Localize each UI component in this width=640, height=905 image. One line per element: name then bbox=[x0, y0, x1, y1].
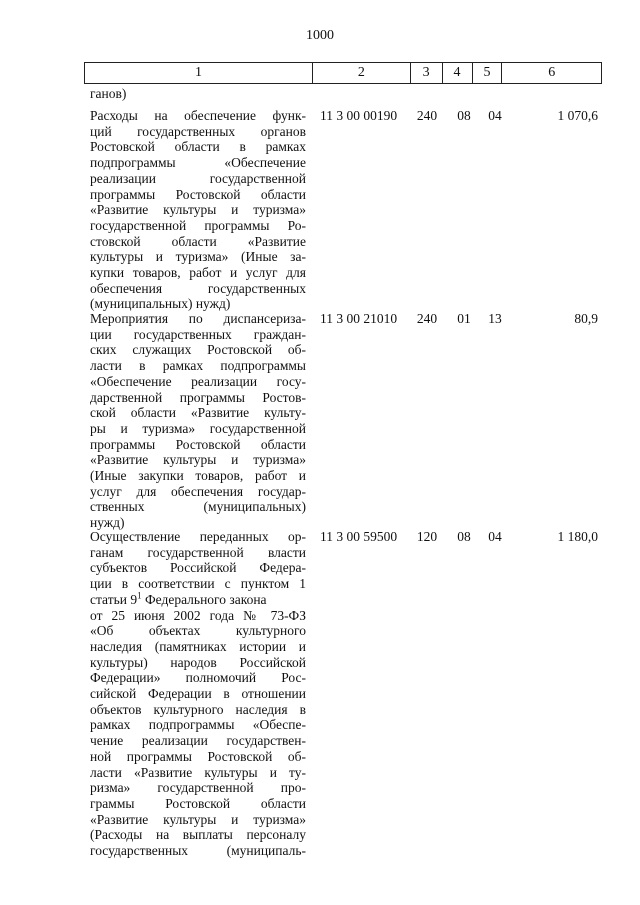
amount: 80,9 bbox=[574, 311, 598, 326]
target-code: 11 3 00 00190 bbox=[320, 108, 398, 123]
description-line: ции государственных граждан- bbox=[90, 326, 306, 342]
description-line: объектов культурного наследия в bbox=[90, 701, 306, 717]
description-line: (муниципальных) нужд) bbox=[90, 296, 231, 312]
expense-group: 120 bbox=[416, 529, 438, 544]
description-line: наследия (памятниках истории и bbox=[90, 638, 306, 654]
description-line: «Об объектах культурного bbox=[90, 623, 306, 639]
header-col-6: 6 bbox=[548, 65, 556, 80]
description-line: нужд) bbox=[90, 515, 125, 531]
description-line: рамках подпрограммы «Обеспе- bbox=[90, 717, 306, 733]
description-line: субъектов Российской Федера- bbox=[90, 560, 306, 576]
description-line: ской области «Развитие культу- bbox=[90, 405, 306, 421]
section-code: 08 bbox=[457, 108, 471, 123]
page-number: 1000 bbox=[306, 28, 334, 43]
description-line: стовской области «Развитие bbox=[90, 233, 306, 249]
continuation-text: ганов) bbox=[90, 86, 127, 101]
expense-group: 240 bbox=[416, 108, 438, 123]
section-code: 08 bbox=[457, 529, 471, 544]
description-line: программы Ростовской области bbox=[90, 186, 306, 202]
description-line: ции в соответствии с пунктом 1 bbox=[90, 576, 306, 592]
description-line: ризма» государственной про- bbox=[90, 780, 306, 796]
description-line: услуг для обеспечения государ- bbox=[90, 483, 306, 499]
expense-group: 240 bbox=[416, 311, 438, 326]
description-line: сийской Федерации в отношении bbox=[90, 686, 306, 702]
header-col-4: 4 bbox=[443, 63, 473, 83]
table-header bbox=[84, 62, 602, 84]
description-line: государственных (муниципаль- bbox=[90, 843, 306, 859]
amount: 1 070,6 bbox=[557, 108, 598, 123]
description-line: подпрограммы «Обеспечение bbox=[90, 155, 306, 171]
description-line: граммы Ростовской области bbox=[90, 795, 306, 811]
header-col-1: 1 bbox=[85, 63, 313, 83]
row-description bbox=[90, 529, 306, 859]
description-line: «Развитие культуры и туризма» bbox=[90, 202, 306, 218]
description-line: чение реализации государствен- bbox=[90, 733, 306, 749]
description-line: Осуществление переданных ор- bbox=[90, 529, 306, 544]
description-line: (Иные закупки товаров, работ и bbox=[90, 468, 306, 484]
description-line: программы Ростовской области bbox=[90, 436, 306, 452]
description-line: Ростовской области в рамках bbox=[90, 139, 306, 155]
description-line: культуры) народов Российской bbox=[90, 654, 306, 670]
subsection-code: 04 bbox=[488, 529, 502, 544]
section-code: 01 bbox=[457, 311, 471, 326]
description-line: от 25 июня 2002 года № 73-ФЗ bbox=[90, 607, 306, 623]
description-line-start: статьи 9 bbox=[90, 591, 138, 607]
description-line: ственных (муниципальных) bbox=[90, 499, 306, 515]
description-line-end: Федерального закона bbox=[141, 591, 267, 607]
description-line: ганам государственной власти bbox=[90, 544, 306, 560]
description-line: «Обеспечение реализации госу- bbox=[90, 373, 306, 389]
header-col-5: 5 bbox=[473, 63, 503, 83]
description-line: Федерации» полномочий Рос- bbox=[90, 670, 306, 686]
header-col-3: 3 bbox=[411, 63, 443, 83]
description-line: (Расходы на выплаты персоналу bbox=[90, 827, 306, 843]
subsection-code: 13 bbox=[488, 311, 502, 326]
description-line bbox=[90, 592, 306, 608]
description-line: ной программы Ростовской об- bbox=[90, 748, 306, 764]
superscript: 1 bbox=[137, 590, 142, 601]
description-line: ры и туризма» государственной bbox=[90, 420, 306, 436]
description-line: культуры и туризма» (Иные за- bbox=[90, 249, 306, 265]
amount: 1 180,0 bbox=[557, 529, 598, 544]
description-line: Расходы на обеспечение функ- bbox=[90, 108, 306, 123]
description-line: ласти в рамках подпрограммы bbox=[90, 358, 306, 374]
target-code: 11 3 00 21010 bbox=[320, 311, 398, 326]
subsection-code: 04 bbox=[488, 108, 502, 123]
target-code: 11 3 00 59500 bbox=[320, 529, 398, 544]
description-line: дарственной программы Ростов- bbox=[90, 389, 306, 405]
description-line: Мероприятия по диспансеризa- bbox=[90, 311, 306, 326]
description-line: «Развитие культуры и туризма» bbox=[90, 452, 306, 468]
description-line: обеспечения государственных bbox=[90, 280, 306, 296]
description-line: государственной программы Ро- bbox=[90, 217, 306, 233]
description-line: ций государственных органов bbox=[90, 123, 306, 139]
header-col-2: 2 bbox=[313, 63, 411, 83]
description-line: ских служащих Ростовской об- bbox=[90, 342, 306, 358]
description-line: реализации государственной bbox=[90, 170, 306, 186]
row-description bbox=[90, 108, 306, 312]
description-line: «Развитие культуры и туризма» bbox=[90, 811, 306, 827]
description-line: купки товаров, работ и услуг для bbox=[90, 265, 306, 281]
row-description bbox=[90, 311, 306, 531]
description-line: ласти «Развитие культуры и ту- bbox=[90, 764, 306, 780]
